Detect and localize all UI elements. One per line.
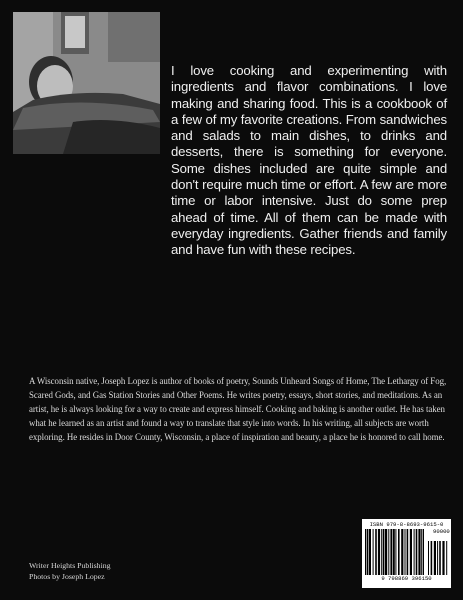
publisher-info [29,560,111,582]
barcode-bar [366,529,368,575]
price-code: 90000 [433,528,450,535]
barcode-bar [401,529,403,575]
barcode-digits: 9 798869 396150 [381,575,432,582]
author-photo [13,12,160,154]
barcode-bar [431,541,433,575]
barcode-bar [418,529,420,575]
barcode-bar [413,529,414,575]
barcode-bar [369,529,371,575]
back-cover-blurb: I love cooking and experimenting with ingredients and flavor combinations. I love making and sharing food. This is a cookbook of a few of my favorite creations. From sandwiches and salads to main dishes, to drinks and desserts, there is something for everyone. Some dishes included are quite simple and don't require much time or effort. A few are more time or labor intensive. Just do some prep ahead of time. All of them can be made with everyday ingredients. Gather friends and family and have fun with these recipes. [171,63,447,258]
barcode-bar [443,541,445,575]
barcode-bar [437,541,438,575]
barcode-bar [423,529,424,575]
barcode-bar [381,529,382,575]
author-portrait-image [13,12,160,154]
barcode-bar [378,529,380,575]
barcode-bar [439,541,441,575]
barcode-bar [392,529,394,575]
barcode-bar [398,529,400,575]
price-barcode-bars [427,541,449,575]
barcode-bar [434,541,436,575]
barcode-bar [446,541,447,575]
barcode-bar [385,529,387,575]
publisher-name: Writer Heights Publishing [29,561,111,570]
barcode-bar [375,529,377,575]
barcode-bar [421,529,422,575]
barcode-bar [410,529,412,575]
barcode-bar [428,541,429,575]
barcode-bar [372,529,373,575]
barcode-bar [388,529,389,575]
author-bio: A Wisconsin native, Joseph Lopez is author of books of poetry, Sounds Unheard Songs of Home, The Lethargy of Fog, Scared Gods, and Gas Station Stories and Other Poems. He writes poetry, essays, short stories, and meditations. As an artist, he is always looking for a way to create and express himself. Cooking and baking is another outlet. He has taken what he learned as an artist and found a way to translate that style into words. In his writing, all subjects are worth exploring. He resides in Door County, Wisconsin, a place of inspiration and beauty, a place he is honored to call home. [29,376,447,443]
barcode-bar [383,529,385,575]
barcode-bar [404,529,405,575]
barcode-bar [415,529,417,575]
ean-barcode-bars [364,529,424,575]
photo-credit: Photos by Joseph Lopez [29,572,105,581]
barcode-bar [365,529,366,575]
barcode-bar [390,529,392,575]
barcode-bar [395,529,396,575]
isbn-label: ISBN 979-8-8693-9615-0 [369,521,444,528]
barcode-bar [406,529,408,575]
